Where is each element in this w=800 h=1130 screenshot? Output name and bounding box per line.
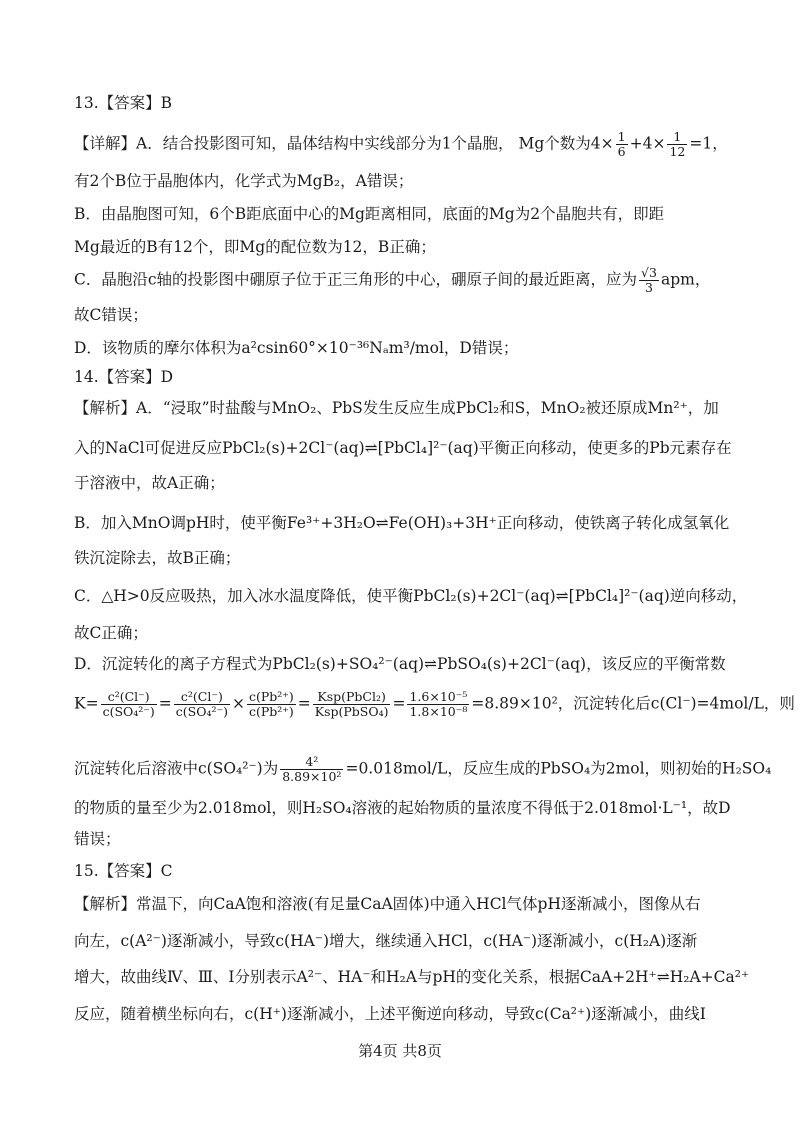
numerator: c²(Cl⁻) [174, 690, 230, 705]
numerator: c²(Cl⁻) [101, 690, 157, 705]
q14-line-11: 的物质的量至少为2.018mol，则H₂SO₄溶液的起始物质的量浓度不得低于2.018mol·L⁻¹，故D [74, 799, 731, 817]
numerator: 1.6×10⁻⁵ [409, 689, 468, 704]
q14-equilibrium-constant: K= $\frac{\text{c²(Cl⁻)}}{\text{c(SO₄²⁻)}}$ = $\frac{\text{c²(Cl⁻)}}{\text{c(SO₄²⁻)}}$ × $\frac{\text{c(Pb²⁺)}}{\text{c(Pb²⁺)}}$ = $\frac{\text{Ksp(PbCl₂)}}{\text{Ksp(PbSO₄)}}$ = $\frac{\text{1.6×10⁻⁵}}{\text{1.8×10⁻⁸}}$ =8.89×10²，沉淀转化后c(Cl⁻)=4mol/L，则 [74, 689, 795, 719]
q14-line-2: 入的NaCl可促进反应PbCl₂(s)+2Cl⁻(aq)⇌[PbCl₄]²⁻(aq)平衡正向移动，使更多的Pb元素存在 [74, 439, 732, 457]
q13-text: C．晶胞沿c轴的投影图中硼原子位于正三角形的中心，硼原子间的最近距离，应为 [74, 270, 638, 289]
q13-text: +4× [629, 134, 666, 153]
q14-text: =0.018mol/L，反应生成的PbSO₄为2mol，则初始的H₂SO₄ [345, 759, 772, 778]
q13-analysis-line-1 [74, 130, 740, 159]
denominator: 3 [645, 280, 653, 295]
q13-line-7: D．该物质的摩尔体积为a²csin60°×10⁻³⁶Nₐm³/mol，D错误； [74, 339, 519, 357]
q14-line-10 [74, 754, 772, 784]
numerator: c(Pb²⁺) [248, 689, 294, 704]
q15-answer-heading: 15.【答案】C [74, 862, 173, 880]
denominator: 1.8×10⁻⁸ [409, 704, 468, 719]
q14-answer-heading: 14.【答案】D [74, 368, 174, 386]
q13-line-6: 故C错误； [74, 306, 148, 324]
q14-text: 沉淀转化后溶液中c(SO₄²⁻)为 [74, 759, 279, 778]
denominator: c(Pb²⁺) [248, 704, 294, 719]
denominator: c(SO₄²⁻) [102, 704, 155, 719]
q13-answer-heading: 13.【答案】B [74, 94, 173, 112]
fraction [667, 130, 687, 159]
fraction [280, 755, 343, 784]
q15-line-4: 反应，随着横坐标向右，c(H⁺)逐渐减小，上述平衡逆向移动，导致c(Ca²⁺)逐渐减小，曲线I [74, 1005, 706, 1023]
numerator: √3 [641, 265, 657, 280]
q15-line-3: 增大，故曲线Ⅳ、Ⅲ、Ⅰ分别表示A²⁻、HA⁻和H₂A与pH的变化关系，根据CaA+2H⁺⇌H₂A+Ca²⁺ [74, 968, 750, 986]
q13-line-2: 有2个B位于晶胞体内，化学式为MgB₂，A错误； [74, 172, 414, 190]
q14-line-6: C．△H>0反应吸热，加入冰水温度降低，使平衡PbCl₂(s)+2Cl⁻(aq)⇌[PbCl₄]²⁻(aq)逆向移动， [74, 587, 748, 605]
k-tail: =8.89×10²，沉淀转化后c(Cl⁻)=4mol/L，则 [471, 694, 795, 713]
numerator: Ksp(PbCl₂) [313, 690, 391, 705]
fraction [101, 690, 157, 719]
numerator: 1 [617, 129, 626, 144]
q13-line-4: Mg最近的B有12个，即Mg的配位数为12，B正确； [74, 238, 436, 256]
q13-line-3: B．由晶胞图可知，6个B距底面中心的Mg距离相同，底面的Mg为2个晶胞共有，即距 [74, 205, 665, 223]
denominator: 12 [669, 144, 686, 159]
q13-text: apm， [660, 270, 711, 289]
q14-line-4: B．加入MnO调pH时，使平衡Fe³⁺+3H₂O⇌Fe(OH)₃+3H⁺正向移动，使铁离子转化成氢氧化 [74, 514, 730, 532]
times-sign: × [231, 694, 245, 713]
q14-line-7: 故C正确； [74, 624, 148, 642]
fraction [639, 266, 659, 295]
denominator: 8.89×10² [282, 769, 342, 784]
denominator: c(SO₄²⁻) [175, 704, 228, 719]
page-footer: 第4页 共8页 [358, 1042, 442, 1060]
numerator: 4² [280, 755, 343, 770]
fraction [174, 690, 230, 719]
q13-text: 【详解】A．结合投影图可知，晶体结构中实线部分为1个晶胞， Mg个数为4× [74, 134, 614, 153]
k-lhs: K= [74, 694, 99, 713]
denominator: Ksp(PbSO₄) [314, 704, 389, 719]
q14-line-1: 【解析】A．“浸取”时盐酸与MnO₂、PbS发生反应生成PbCl₂和S，MnO₂被还原成Mn²⁺，加 [74, 399, 719, 417]
q14-line-3: 于溶液中，故A正确； [74, 474, 225, 492]
fraction [247, 690, 296, 719]
fraction [407, 690, 469, 719]
q13-line-5 [74, 266, 740, 295]
q14-line-8: D．沉淀转化的离子方程式为PbCl₂(s)+SO₄²⁻(aq)⇌PbSO₄(s)+2Cl⁻(aq)，该反应的平衡常数 [74, 655, 726, 673]
fraction [616, 130, 628, 159]
q14-line-5: 铁沉淀除去，故B正确； [74, 549, 241, 567]
q15-line-2: 向左，c(A²⁻)逐渐减小，导致c(HA⁻)增大，继续通入HCl，c(HA⁻)逐渐减小，c(H₂A)逐渐 [74, 932, 698, 950]
q15-line-1: 【解析】常温下，向CaA饱和溶液(有足量CaA固体)中通入HCl气体pH逐渐减小，图像从右 [74, 895, 701, 913]
fraction [313, 690, 391, 719]
denominator: 6 [617, 144, 626, 159]
numerator: 1 [667, 130, 687, 145]
q13-text: =1， [689, 134, 728, 153]
q14-line-12: 错误； [74, 830, 121, 848]
